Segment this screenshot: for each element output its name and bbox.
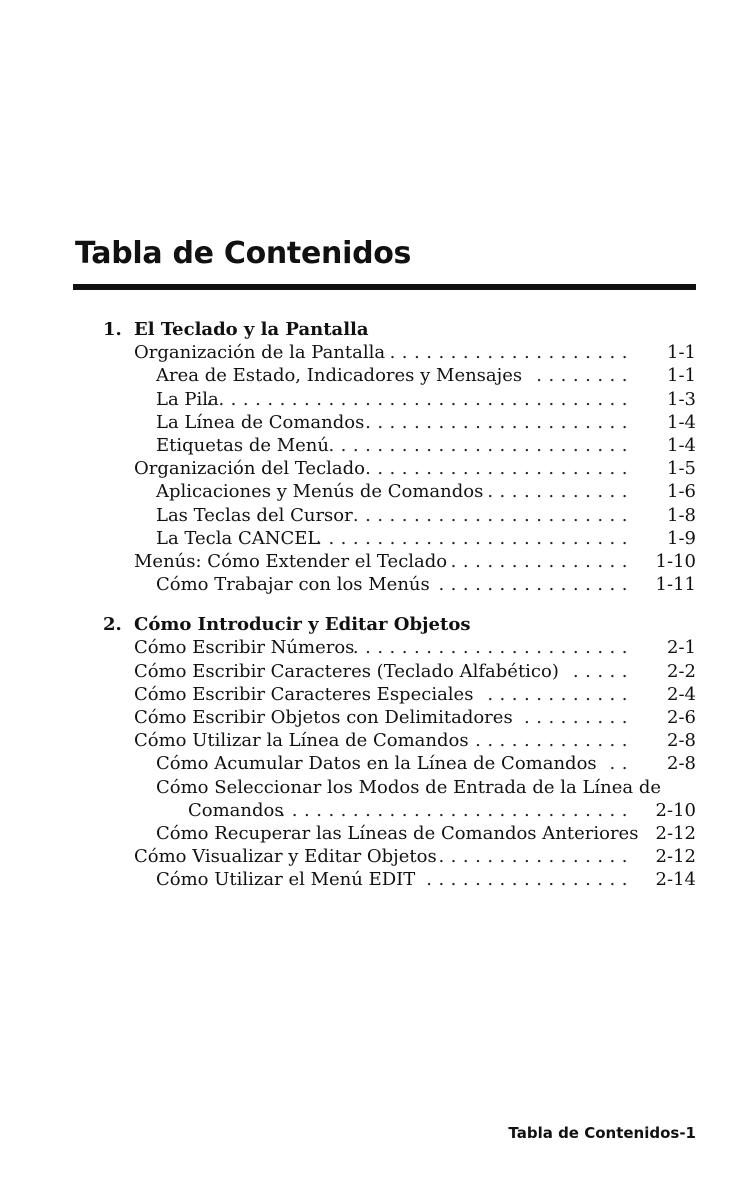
toc-page-number: 2-14: [655, 869, 696, 891]
toc-entry[interactable]: [0, 364, 756, 387]
toc-page-number: 1-1: [667, 342, 696, 364]
toc-entry-title: Las Teclas del Cursor: [156, 504, 353, 526]
leader-dots: .........: [524, 707, 634, 728]
toc-entry[interactable]: [0, 527, 756, 550]
toc-page-number: 2-4: [667, 683, 696, 705]
toc-page-number: 1-4: [667, 434, 696, 456]
leader-dots: ........: [536, 365, 634, 387]
toc-entry-title: Cómo Escribir Objetos con Delimitadores: [134, 707, 513, 728]
toc-entry[interactable]: [0, 480, 756, 503]
toc-entry[interactable]: [0, 411, 756, 434]
toc-entry-title: Cómo Trabajar con los Menús: [156, 574, 430, 596]
chapter-title: Cómo Introducir y Editar Objetos: [134, 614, 471, 636]
toc-chapter: [0, 613, 756, 891]
toc-entry-title: Etiquetas de Menú: [156, 434, 329, 456]
toc-entry[interactable]: [0, 457, 756, 480]
toc-entry-title: Cómo Utilizar el Menú EDIT: [156, 869, 416, 891]
toc-entry[interactable]: [0, 706, 756, 729]
leader-dots: ............: [487, 481, 634, 503]
toc-entry-title: La Pila: [156, 388, 219, 410]
leader-dots: ..: [609, 753, 634, 775]
toc-page-number: 2-12: [655, 846, 696, 868]
toc-page-number: 2-8: [667, 753, 696, 775]
leader-dots: .......................: [352, 637, 634, 659]
chapter-number: 1.: [103, 319, 122, 340]
toc-entry[interactable]: [0, 504, 756, 527]
toc-page-number: 1-3: [667, 388, 696, 410]
page-footer: Tabla de Contenidos-1: [508, 1124, 696, 1142]
leader-dots: .............................: [279, 799, 634, 821]
toc-entry[interactable]: [0, 636, 756, 659]
toc-entry[interactable]: [0, 822, 756, 845]
toc-entry-title: Organización del Teclado: [134, 458, 366, 480]
chapter-number: 2.: [103, 614, 122, 636]
toc-entry-title: Cómo Visualizar y Editar Objetos: [134, 846, 437, 868]
toc-entry[interactable]: [0, 729, 756, 752]
leader-dots: ......................: [365, 458, 634, 480]
toc-entry[interactable]: [0, 550, 756, 573]
toc-entry-title: La Línea de Comandos: [156, 411, 365, 433]
leader-dots: ......................: [365, 411, 634, 433]
toc-entry[interactable]: [0, 660, 756, 683]
page-title: Tabla de Contenidos: [75, 236, 412, 271]
toc-entry[interactable]: [0, 388, 756, 411]
toc-page-number: 1-6: [667, 481, 696, 503]
toc-entry-title: Menús: Cómo Extender el Teclado: [134, 550, 448, 572]
leader-dots: .......................: [352, 504, 634, 526]
toc-page-number: 1-8: [667, 504, 696, 526]
chapter-heading: [0, 613, 756, 636]
leader-dots: ...............: [450, 550, 634, 572]
toc-page-number: 1-10: [655, 550, 696, 572]
toc-chapter: [0, 318, 756, 596]
chapter-title: El Teclado y la Pantalla: [134, 319, 369, 340]
toc-page-number: 1-5: [667, 458, 696, 480]
toc-entry-title: Cómo Utilizar la Línea de Comandos: [134, 730, 469, 752]
toc-page-number: 1-9: [667, 527, 696, 549]
toc-entry-title: Cómo Escribir Caracteres (Teclado Alfabético): [134, 660, 559, 682]
title-rule: [73, 284, 696, 290]
toc-entry-title: Cómo Acumular Datos en la Línea de Comandos: [156, 753, 597, 775]
toc-entry-title: Area de Estado, Indicadores y Mensajes: [156, 365, 523, 387]
leader-dots: ................: [438, 574, 634, 596]
leader-dots: .........................: [328, 434, 634, 456]
leader-dots: .....: [572, 660, 634, 682]
toc-entry-title: Cómo Escribir Números: [134, 637, 355, 659]
toc-entry-title: Cómo Recuperar las Líneas de Comandos Anteriores: [156, 822, 639, 844]
leader-dots: ..........................: [316, 527, 634, 549]
toc-page-number: 2-2: [667, 660, 696, 682]
toc-entry-title: Organización de la Pantalla: [134, 342, 386, 364]
toc-entry-title: Aplicaciones y Menús de Comandos: [156, 481, 484, 503]
table-of-contents: [0, 318, 756, 909]
toc-entry[interactable]: [0, 752, 756, 775]
leader-dots: .................: [426, 869, 634, 891]
leader-dots: ................: [438, 846, 634, 868]
toc-entry[interactable]: [0, 799, 756, 822]
toc-page-number: 2-6: [667, 707, 696, 728]
toc-entry[interactable]: [0, 868, 756, 891]
toc-page-number: 2-8: [667, 730, 696, 752]
leader-dots: .............: [475, 730, 634, 752]
toc-entry-title: Cómo Escribir Caracteres Especiales: [134, 683, 474, 705]
toc-page-number: 1-11: [655, 574, 696, 596]
leader-dots: ...................................: [206, 388, 634, 410]
toc-page-number: 2-1: [667, 637, 696, 659]
toc-entry-title: Cómo Seleccionar los Modos de Entrada de la Línea de: [156, 776, 662, 798]
leader-dots: ............: [487, 683, 634, 705]
leader-dots: ....................: [389, 342, 634, 364]
toc-page-number: 2-12: [655, 822, 696, 844]
toc-entry[interactable]: [0, 845, 756, 868]
toc-entry[interactable]: [0, 683, 756, 706]
toc-entry[interactable]: [0, 573, 756, 596]
toc-entry[interactable]: [0, 776, 756, 799]
toc-entry-title: Comandos: [188, 799, 284, 821]
toc-entry[interactable]: [0, 341, 756, 364]
toc-page-number: 1-4: [667, 411, 696, 433]
toc-entry-title: La Tecla CANCEL: [156, 527, 320, 549]
toc-page-number: 2-10: [655, 799, 696, 821]
toc-entry[interactable]: [0, 434, 756, 457]
chapter-heading: [0, 318, 756, 341]
toc-page-number: 1-1: [667, 365, 696, 387]
